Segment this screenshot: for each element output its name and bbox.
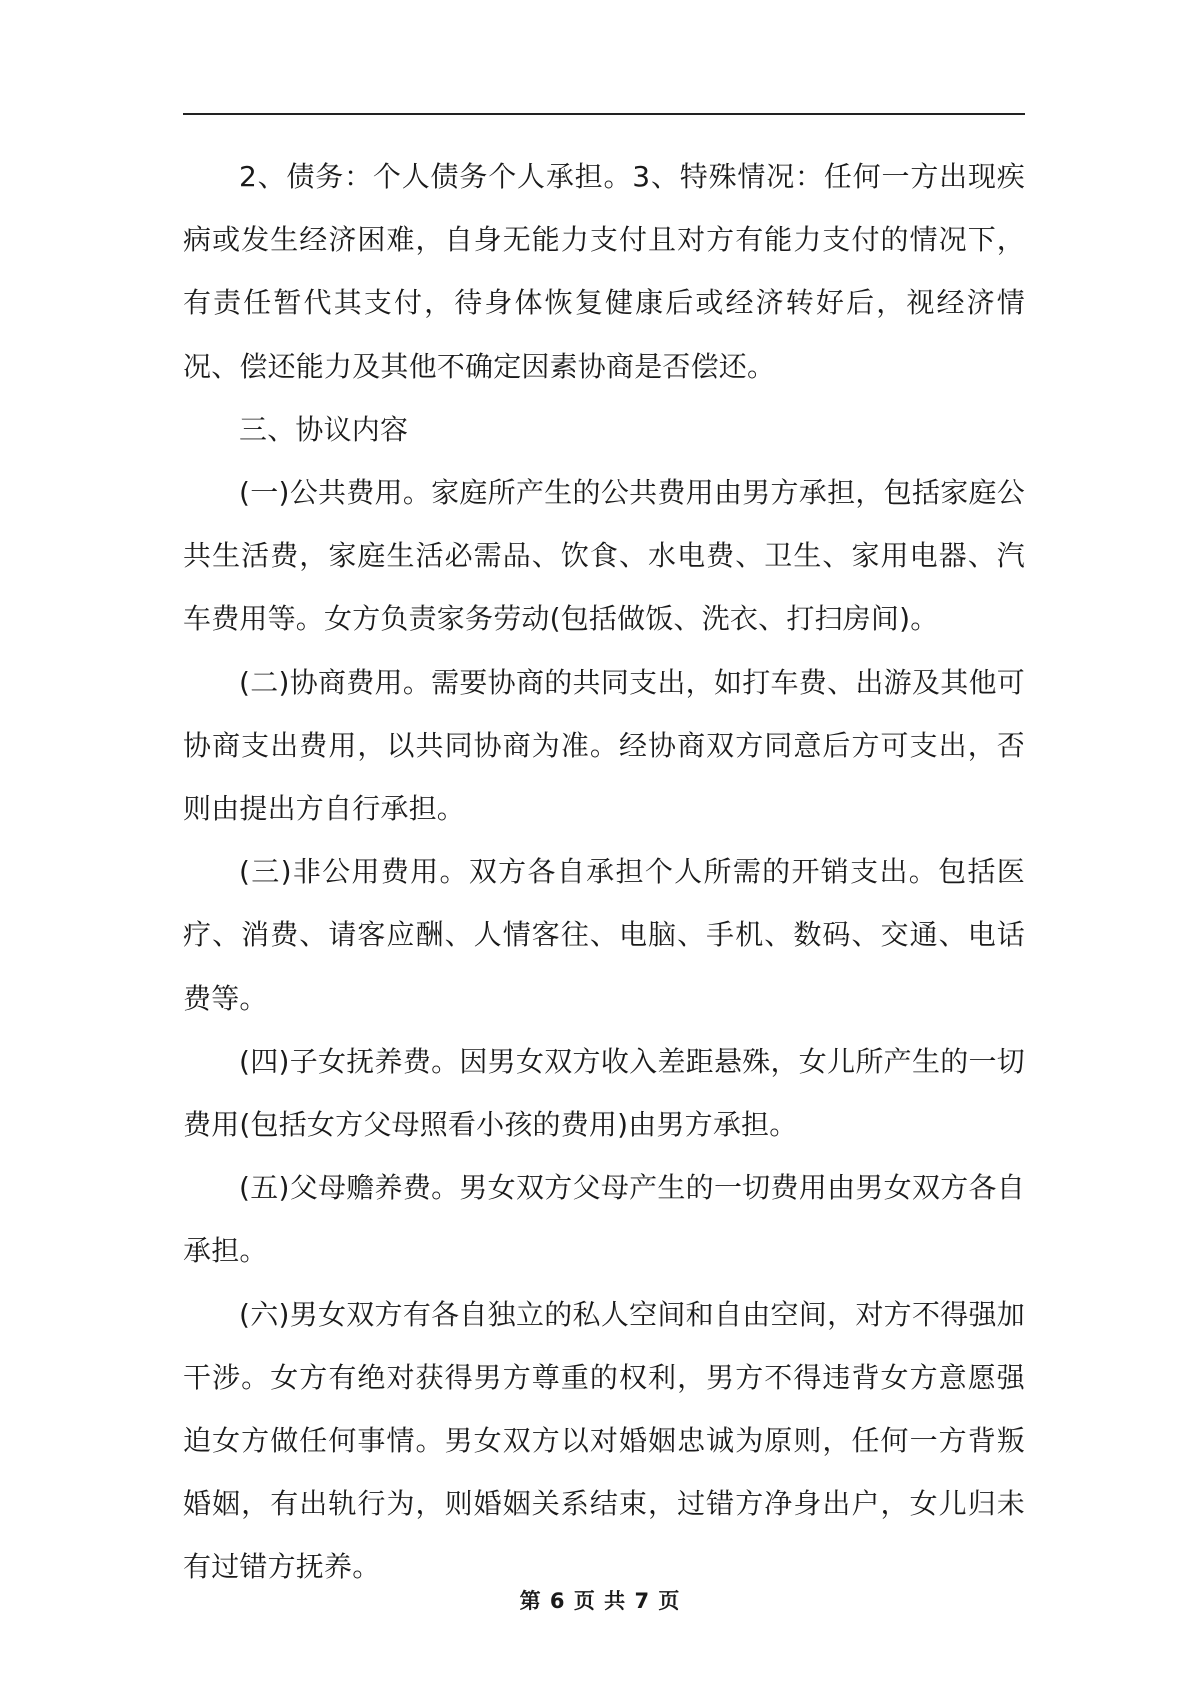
- page-number: 第 6 页 共 7 页: [519, 1589, 681, 1613]
- paragraph-negotiated-expenses: (二)协商费用。需要协商的共同支出，如打车费、出游及其他可协商支出费用，以共同协商为准。经协商双方同意后方可支出，否则由提出方自行承担。: [183, 665, 1025, 826]
- paragraph-child-support: (四)子女抚养费。因男女双方收入差距悬殊，女儿所产生的一切费用(包括女方父母照看小孩的费用)由男方承担。: [183, 1044, 1025, 1142]
- section-heading-agreement: 三、协议内容: [239, 412, 409, 446]
- paragraph-personal-space: (六)男女双方有各自独立的私人空间和自由空间，对方不得强加干涉。女方有绝对获得男方尊重的权利，男方不得违背女方意愿强迫女方做任何事情。男女双方以对婚姻忠诚为原则，任何一方背叛婚姻，有出轨行为，则婚姻关系结束，过错方净身出户，女儿归未有过错方抚养。: [183, 1297, 1025, 1584]
- header-rule: [183, 113, 1025, 115]
- paragraph-private-expenses: (三)非公用费用。双方各自承担个人所需的开销支出。包括医疗、消费、请客应酬、人情客往、电脑、手机、数码、交通、电话费等。: [183, 855, 1025, 1015]
- document-body: [183, 145, 1025, 1599]
- paragraph-parent-support: (五)父母赡养费。男女双方父母产生的一切费用由男女双方各自承担。: [183, 1171, 1025, 1268]
- paragraph-debt: 2、债务：个人债务个人承担。3、特殊情况：任何一方出现疾病或发生经济困难，自身无能力支付且对方有能力支付的情况下，有责任暂代其支付，待身体恢复健康后或经济转好后，视经济情况、偿还能力及其他不确定因素协商是否偿还。: [183, 160, 1025, 383]
- paragraph-public-expenses: (一)公共费用。家庭所产生的公共费用由男方承担，包括家庭公共生活费，家庭生活必需品、饮食、水电费、卫生、家用电器、汽车费用等。女方负责家务劳动(包括做饭、洗衣、打扫房间)。: [183, 476, 1025, 636]
